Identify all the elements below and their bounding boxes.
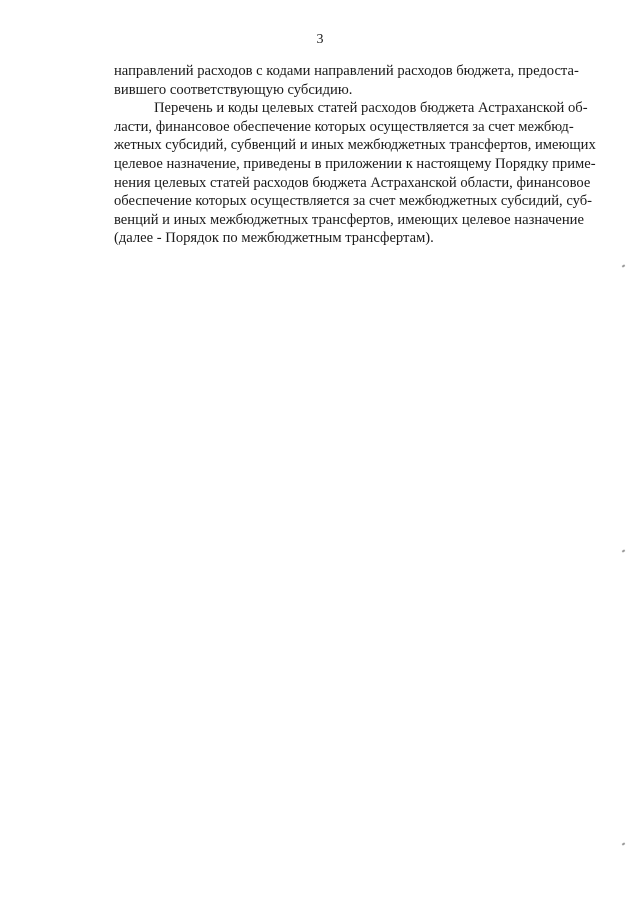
paragraph-2-line-7: венций и иных межбюджетных трансфертов, имеющих целевое назначение bbox=[114, 211, 584, 228]
document-body bbox=[114, 62, 596, 248]
paragraph-1-line-1: направлений расходов с кодами направлений расходов бюджета, предоста- bbox=[114, 63, 579, 79]
paragraph-2-line-6: обеспечение которых осуществляется за счет межбюджетных субсидий, суб- bbox=[114, 193, 593, 210]
paragraph-2-line-2: ласти, финансовое обеспечение которых осуществляется за счет межбюд- bbox=[114, 118, 574, 135]
page-number: 3 bbox=[316, 32, 324, 47]
paragraph-2-line-1: Перечень и коды целевых статей расходов бюджета Астраханской об- bbox=[154, 100, 588, 117]
paragraph-1-line-2: вившего соответствующую субсидию. bbox=[114, 81, 353, 98]
paragraph-2-line-4: целевое назначение, приведены в приложении к настоящему Порядку приме- bbox=[114, 155, 596, 172]
scan-artifact-mark bbox=[622, 264, 626, 267]
scan-artifact-mark bbox=[622, 842, 626, 845]
scan-artifact-mark bbox=[622, 549, 626, 552]
paragraph-1 bbox=[114, 62, 579, 99]
paragraph-2-line-5: нения целевых статей расходов бюджета Астраханской области, финансовое bbox=[114, 174, 591, 191]
paragraph-2-line-8: (далее - Порядок по межбюджетным трансфертам). bbox=[114, 230, 434, 247]
paragraph-2-line-3: жетных субсидий, субвенций и иных межбюджетных трансфертов, имеющих bbox=[114, 137, 596, 154]
paragraph-2 bbox=[114, 99, 596, 248]
